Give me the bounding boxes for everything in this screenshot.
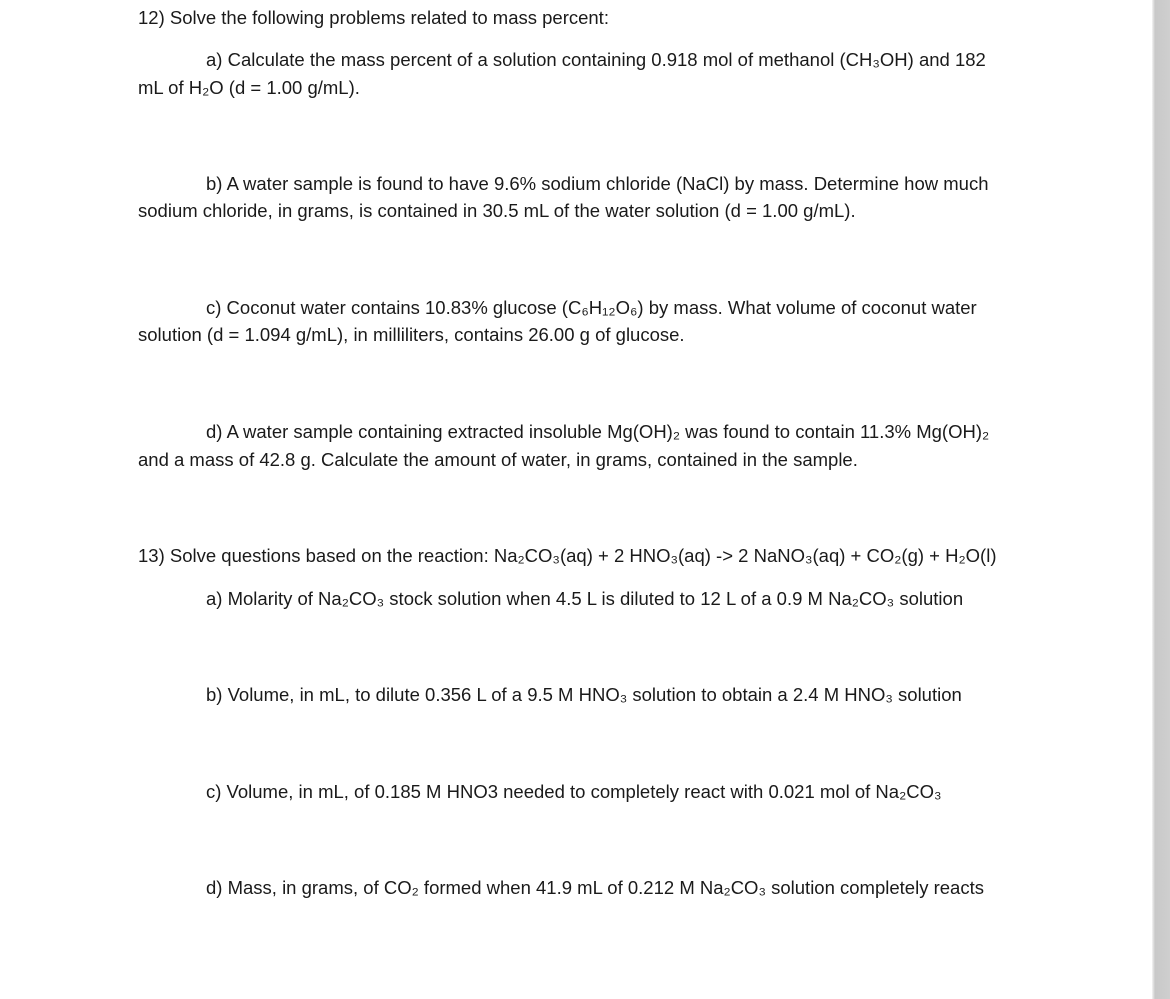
question-13a-text: a) Molarity of Na₂CO₃ stock solution when 4.5 L is diluted to 12 L of a 0.9 M Na₂CO₃ solution xyxy=(206,588,964,609)
page-edge-shadow xyxy=(1152,0,1170,999)
question-12-heading: 12) Solve the following problems related to mass percent: xyxy=(138,7,609,28)
question-13c-text: c) Volume, in mL, of 0.185 M HNO3 needed to completely react with 0.021 mol of Na₂CO₃ xyxy=(206,781,942,802)
question-12c-text-line-2: solution (d = 1.094 g/mL), in milliliters, contains 26.00 g of glucose. xyxy=(138,324,685,345)
question-13d-text: d) Mass, in grams, of CO₂ formed when 41.9 mL of 0.212 M Na₂CO₃ solution completely reacts xyxy=(206,877,984,898)
question-12b-text-line-2: sodium chloride, in grams, is contained in 30.5 mL of the water solution (d = 1.00 g/mL). xyxy=(138,200,856,221)
question-13-heading: 13) Solve questions based on the reaction: Na₂CO₃(aq) + 2 HNO₃(aq) -> 2 NaNO₃(aq) + CO₂(g) + H₂O(l) xyxy=(138,545,997,566)
question-12a-text-line-1: a) Calculate the mass percent of a solution containing 0.918 mol of methanol (CH₃OH) and 182 xyxy=(206,49,986,70)
question-13b-text: b) Volume, in mL, to dilute 0.356 L of a 9.5 M HNO₃ solution to obtain a 2.4 M HNO₃ solution xyxy=(206,684,962,705)
question-12d-text-line-1: d) A water sample containing extracted insoluble Mg(OH)₂ was found to contain 11.3% Mg(OH)₂ xyxy=(206,421,990,442)
question-12b-text-line-1: b) A water sample is found to have 9.6% sodium chloride (NaCl) by mass. Determine how much xyxy=(206,173,989,194)
question-12a-text-line-2: mL of H₂O (d = 1.00 g/mL). xyxy=(138,77,360,98)
question-12c-text-line-1: c) Coconut water contains 10.83% glucose (C₆H₁₂O₆) by mass. What volume of coconut water xyxy=(206,297,977,318)
question-12d-text-line-2: and a mass of 42.8 g. Calculate the amount of water, in grams, contained in the sample. xyxy=(138,449,858,470)
